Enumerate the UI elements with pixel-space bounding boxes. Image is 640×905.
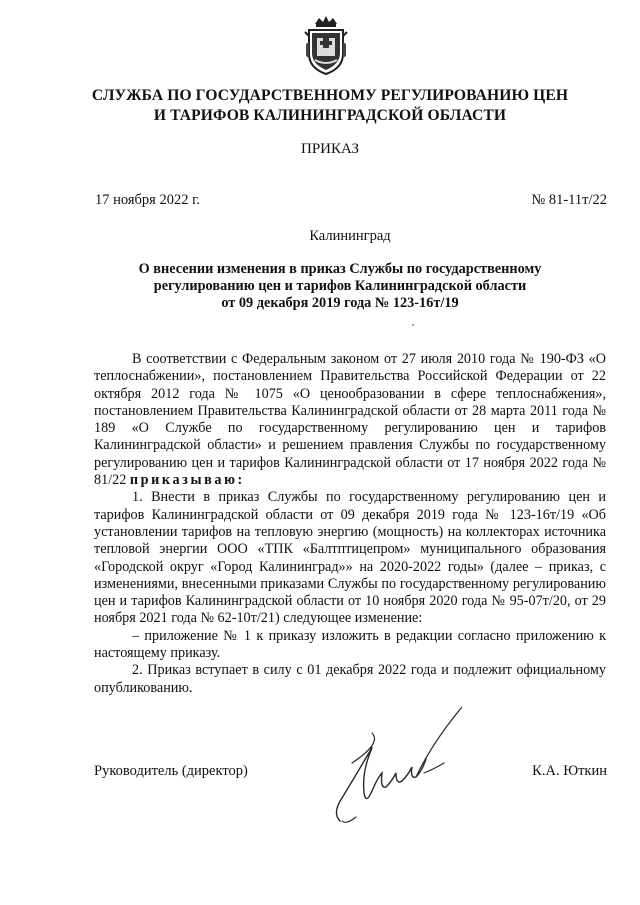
item-2-paragraph: 2. Приказ вступает в силу с 01 декабря 2022 года и подлежит официальному опубликованию. (94, 662, 606, 696)
subject-line-1: О внесении изменения в приказ Службы по государственному (138, 261, 542, 277)
item-1-paragraph: 1. Внести в приказ Службы по государственному регулированию цен и тарифов Калининградской области от 09 декабря 2019 года № 123-16т/19 «Об установлении тарифов на тепловую энергию (мощность) на коллекторах источника тепловой энергии ООО «ТПК «Балтптицепром» муниципального образования «Городской округ «Город Калининград»» на 2020-2022 годы» (далее – приказ, с изменениями, внесенными приказами Службы по государственному регулированию цен и тарифов Калининградской области от 10 ноября 2020 года № 95-07т/20, от 29 ноября 2021 года № 62-10т/21) следующее изменение: (94, 489, 606, 627)
organization-name (80, 86, 580, 126)
signatory-role: Руководитель (директор) (94, 763, 248, 779)
coat-of-arms-icon (303, 14, 349, 76)
subject-line-2: регулированию цен и тарифов Калининградской области (153, 278, 527, 294)
subject-line-3: от 09 декабря 2019 года № 123-16т/19 (221, 295, 459, 311)
document-body (94, 351, 606, 697)
preamble-text: В соответствии с Федеральным законом от 27 июля 2010 года № 190-ФЗ «О теплоснабжении», постановлением Правительства Российской Федерации от 22 октября 2012 года № 1075 «О ценообразовании в сфере теплоснабжения», постановлением Правительства Калининградской области от 28 марта 2011 года № 189 «О Службе по государственному регулированию цен и тарифов Калининградской области» и решением правления Службы по государственному регулированию цен и тарифов Калининградской области от 17 ноября 2022 года № 81/22 (94, 351, 606, 489)
signatory-name: К.А. Юткин (532, 763, 607, 779)
document-type: ПРИКАЗ (301, 141, 359, 157)
org-line-1: СЛУЖБА ПО ГОСУДАРСТВЕННОМУ РЕГУЛИРОВАНИЮ ЦЕН (91, 87, 569, 104)
document-subject (130, 261, 550, 312)
document-city: Калининград (309, 228, 391, 244)
handwritten-signature (312, 703, 462, 833)
item-1-sub-paragraph: – приложение № 1 к приказу изложить в редакции согласно приложению к настоящему приказу. (94, 627, 606, 662)
preamble-paragraph (94, 351, 606, 489)
org-line-2: И ТАРИФОВ КАЛИНИНГРАДСКОЙ ОБЛАСТИ (153, 107, 507, 124)
scan-speck (412, 324, 414, 326)
document-number: № 81-11т/22 (531, 192, 607, 208)
order-word: приказываю: (129, 472, 245, 489)
document-date: 17 ноября 2022 г. (95, 192, 201, 208)
